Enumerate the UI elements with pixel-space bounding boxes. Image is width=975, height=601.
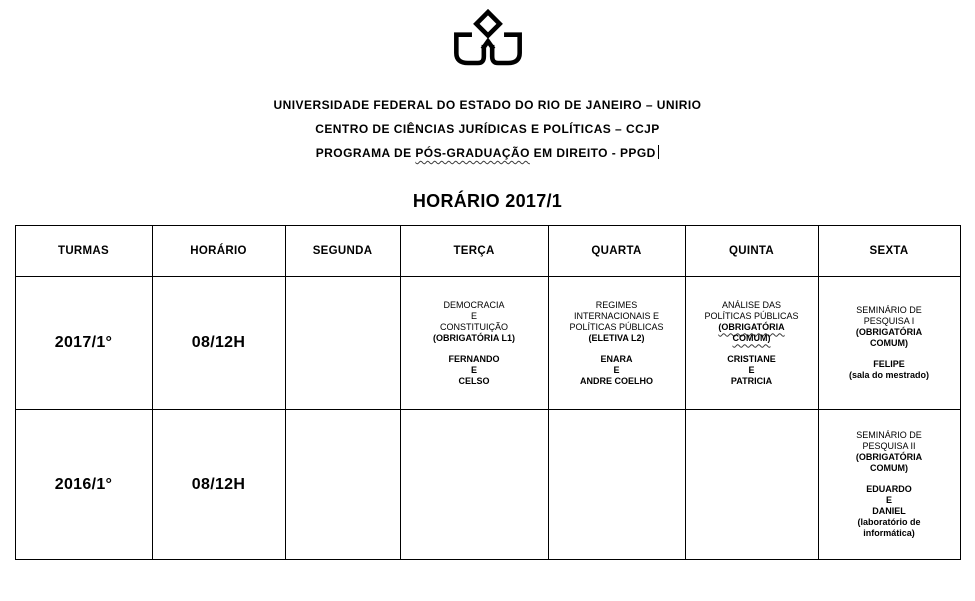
cell-terca — [400, 277, 548, 410]
cell-line: ANÁLISE DAS — [721, 299, 782, 310]
cell-line: ENARA — [600, 353, 633, 364]
cell-line: CRISTIANE — [727, 353, 776, 364]
col-header-sexta: SEXTA — [818, 226, 960, 277]
cell-line: E — [470, 364, 477, 375]
cell-blank-line — [551, 344, 683, 354]
cell-line: (OBRIGATÓRIA — [855, 327, 923, 337]
unirio-logo — [0, 0, 975, 83]
cell-quarta — [548, 410, 685, 560]
cell-line: FELIPE — [873, 359, 905, 369]
cell-blank-line — [821, 349, 958, 359]
cell-line: (OBRIGATÓRIA — [855, 452, 923, 462]
text-cursor — [658, 145, 660, 159]
program-name-pre: PROGRAMA DE — [315, 146, 416, 160]
cell-line: CELSO — [458, 375, 490, 386]
cell-blank-line — [403, 344, 546, 354]
cell-line: (laboratório de — [857, 517, 921, 527]
university-crest-icon — [438, 8, 538, 83]
cell-blank-line — [821, 474, 958, 484]
cell-line: ANDRE COELHO — [579, 375, 653, 386]
cell-line: FERNANDO — [448, 353, 500, 364]
cell-line: (ELETIVA L2) — [588, 332, 645, 343]
document-header — [0, 93, 975, 165]
cell-line: informática) — [863, 528, 915, 538]
cell-line: SEMINÁRIO DE — [856, 305, 922, 315]
cell-line: PESQUISA I — [863, 316, 915, 326]
table-header-row — [15, 226, 960, 277]
col-header-terca: TERÇA — [400, 226, 548, 277]
cell-line: DANIEL — [872, 506, 906, 516]
center-name: CENTRO DE CIÊNCIAS JURÍDICAS E POLÍTICAS – CCJP — [315, 122, 660, 136]
cell-line: REGIMES — [595, 299, 638, 310]
schedule-table — [15, 225, 961, 560]
university-name: UNIVERSIDADE FEDERAL DO ESTADO DO RIO DE JANEIRO – UNIRIO — [273, 98, 702, 112]
col-header-segunda: SEGUNDA — [285, 226, 400, 277]
schedule-title: HORÁRIO 2017/1 — [412, 191, 563, 211]
cell-sexta — [818, 410, 960, 560]
col-header-turmas: TURMAS — [15, 226, 152, 277]
schedule-row-2017 — [15, 277, 960, 410]
cell-line: E — [748, 364, 755, 375]
cell-blank-line — [688, 344, 816, 354]
cell-line: (sala do mestrado) — [848, 370, 930, 380]
col-header-quarta: QUARTA — [548, 226, 685, 277]
cell-line: COMUM) — [870, 463, 908, 473]
cell-line: COMUM) — [870, 338, 908, 348]
cell-line: E — [885, 495, 892, 505]
program-name — [0, 141, 975, 165]
cell-sexta — [818, 277, 960, 410]
col-header-quinta: QUINTA — [685, 226, 818, 277]
schedule-row-2016 — [15, 410, 960, 560]
cell-line: PATRICIA — [730, 375, 773, 386]
cell-line: EDUARDO — [866, 484, 912, 494]
cell-quarta — [548, 277, 685, 410]
cell-line: E — [470, 310, 477, 321]
cell-line: SEMINÁRIO DE — [856, 430, 922, 440]
cell-line: POLÍTICAS PÚBLICAS — [569, 321, 664, 332]
cell-line: PESQUISA II — [862, 441, 916, 451]
horario-cell: 08/12H — [152, 277, 285, 410]
cell-line: CONSTITUIÇÃO — [439, 321, 508, 332]
cell-line: (OBRIGATÓRIA — [718, 321, 785, 332]
turma-cell: 2016/1° — [15, 410, 152, 560]
program-name-post: EM DIREITO - PPGD — [529, 146, 656, 160]
cell-quinta — [685, 410, 818, 560]
cell-line: (OBRIGATÓRIA L1) — [433, 332, 515, 343]
program-name-misspell: PÓS-GRADUAÇÃO — [415, 146, 530, 160]
cell-line: DEMOCRACIA — [443, 299, 505, 310]
cell-line: POLÍTICAS PÚBLICAS — [704, 310, 799, 321]
cell-line: E — [613, 364, 620, 375]
cell-terca — [400, 410, 548, 560]
horario-cell: 08/12H — [152, 410, 285, 560]
cell-line: COMUM) — [732, 332, 771, 343]
cell-segunda — [285, 277, 400, 410]
cell-quinta — [685, 277, 818, 410]
turma-cell: 2017/1° — [15, 277, 152, 410]
cell-line: INTERNACIONAIS E — [573, 310, 659, 321]
cell-segunda — [285, 410, 400, 560]
col-header-horario: HORÁRIO — [152, 226, 285, 277]
